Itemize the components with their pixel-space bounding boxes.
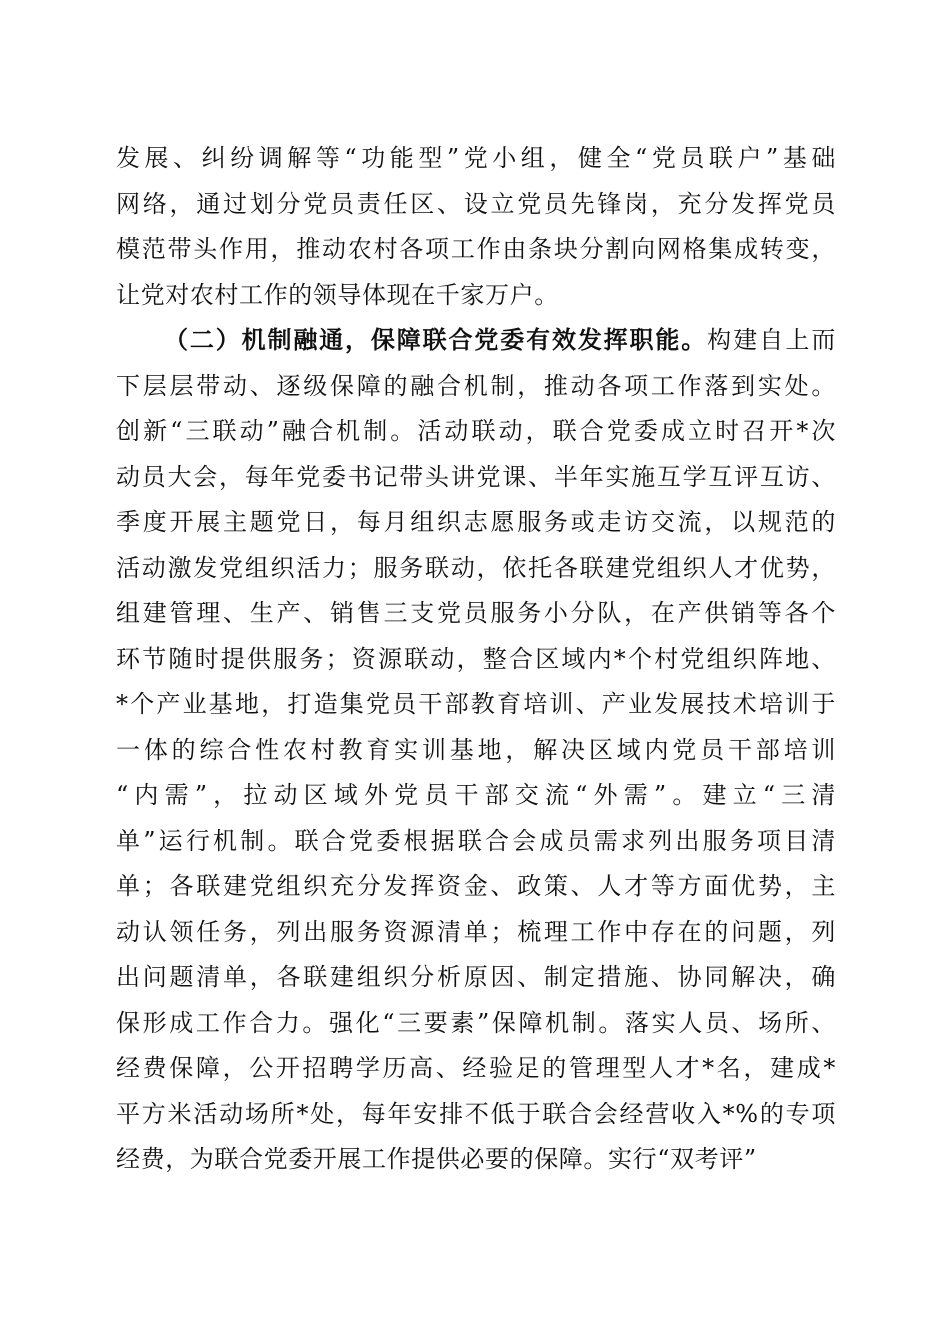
text-segment: 构建自上而 [707, 326, 836, 354]
paragraph-1 [116, 136, 836, 318]
paragraph-2 [116, 318, 836, 1183]
document-body [116, 136, 836, 1183]
text-line: *个产业基地，打造集党员干部教育培训、产业发展技术培训于 [116, 690, 836, 718]
text-line: 网络，通过划分党员责任区、设立党员先锋岗，充分发挥党员 [116, 189, 836, 218]
text-line: 平方米活动场所*处，每年安排不低于联合会经营收入*%的专项 [116, 1099, 836, 1128]
text-line: 出问题清单，各联建组织分析原因、制定措施、协同解决，确 [116, 963, 836, 991]
paragraph-2-first-line [116, 318, 836, 364]
text-line: 一体的综合性农村教育实训基地，解决区域内党员干部培训 [116, 735, 836, 764]
text-line: 让党对农村工作的领导体现在千家万户。 [116, 280, 559, 309]
text-line: 环节随时提供服务；资源联动，整合区域内*个村党组织阵地、 [116, 644, 836, 673]
text-line: “内需”，拉动区域外党员干部交流“外需”。建立“三清 [116, 781, 836, 809]
text-line: 保形成工作合力。强化“三要素”保障机制。落实人员、场所、 [116, 1008, 836, 1037]
text-line: 组建管理、生产、销售三支党员服务小分队，在产供销等各个 [116, 599, 836, 627]
text-line: 单”运行机制。联合党委根据联合会成员需求列出服务项目清 [116, 826, 836, 855]
text-line: 动认领任务，列出服务资源清单；梳理工作中存在的问题，列 [116, 917, 836, 946]
text-line: 下层层带动、逐级保障的融合机制，推动各项工作落到实处。 [116, 371, 836, 400]
text-line: 创新“三联动”融合机制。活动联动，联合党委成立时召开*次 [116, 417, 836, 445]
text-line: 模范带头作用，推动农村各项工作由条块分割向网格集成转变， [116, 235, 836, 263]
text-line: 发展、纠纷调解等“功能型”党小组，健全“党员联户”基础 [116, 144, 836, 172]
text-line: 经费，为联合党委开展工作提供必要的保障。实行“双考评” [116, 1145, 757, 1173]
text-line: 单；各联建党组织充分发挥资金、政策、人才等方面优势，主 [116, 872, 836, 900]
text-line: 季度开展主题党日，每月组织志愿服务或走访交流，以规范的 [116, 508, 836, 536]
text-line: 经费保障，公开招聘学历高、经验足的管理型人才*名，建成* [116, 1054, 836, 1082]
text-line: 动员大会，每年党委书记带头讲党课、半年实施互学互评互访、 [116, 462, 836, 491]
section-heading: （二）机制融通，保障联合党委有效发挥职能。 [164, 326, 708, 354]
text-line: 活动激发党组织活力；服务联动，依托各联建党组织人才优势， [116, 553, 836, 582]
